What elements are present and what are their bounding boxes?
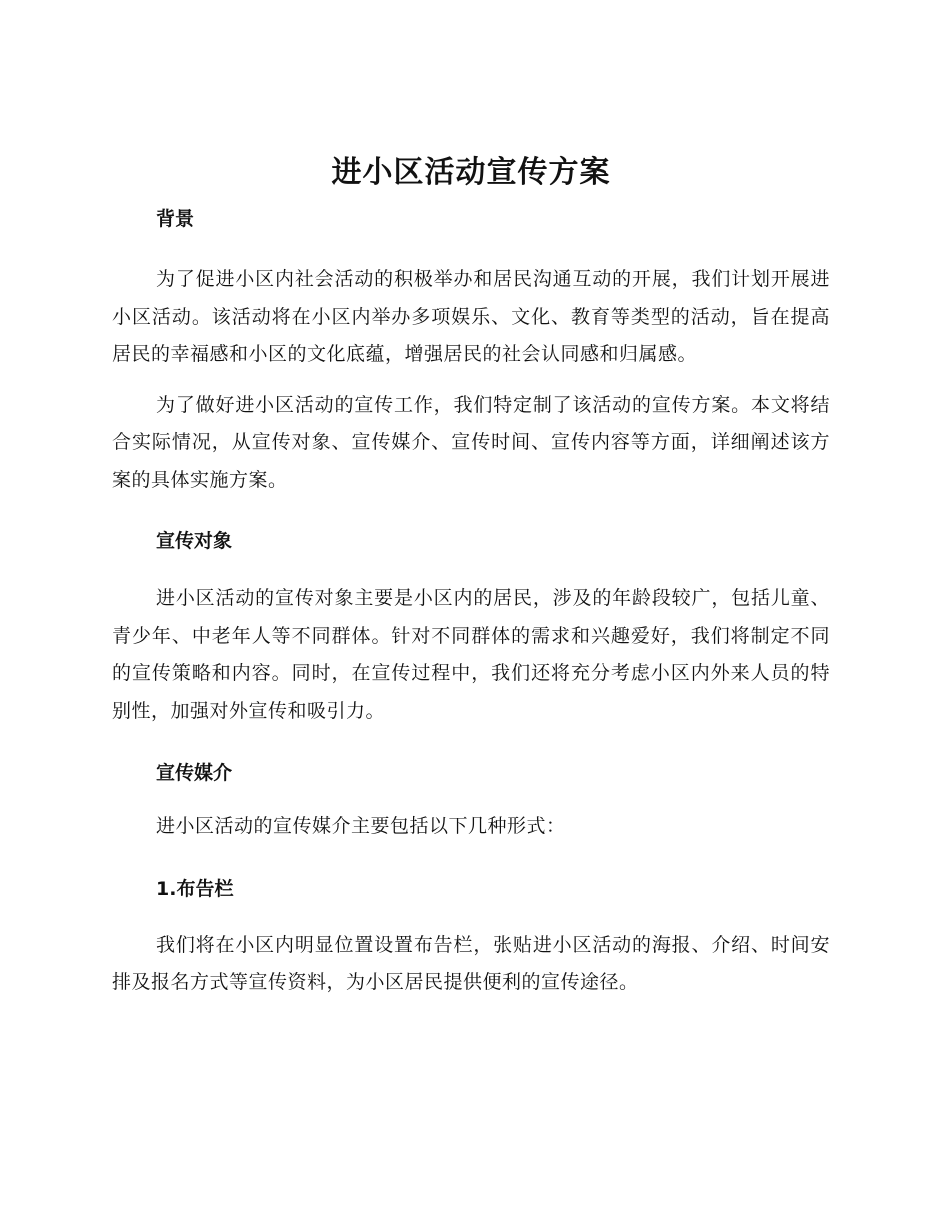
section-heading-media: 宣传媒介	[156, 762, 233, 784]
bulletin-board-paragraph: 我们将在小区内明显位置设置布告栏，张贴进小区活动的海报、介绍、时间安排及报名方式等宣传资料，为小区居民提供便利的宣传途径。	[112, 933, 830, 993]
section-heading-background: 背景	[156, 208, 195, 230]
target-paragraph: 进小区活动的宣传对象主要是小区内的居民，涉及的年龄段较广，包括儿童、青少年、中老年人等不同群体。针对不同群体的需求和兴趣爱好，我们将制定不同的宣传策略和内容。同时，在宣传过程中，我们还将充分考虑小区内外来人员的特别性，加强对外宣传和吸引力。	[112, 587, 830, 722]
section-heading-target: 宣传对象	[156, 530, 233, 552]
document-title: 进小区活动宣传方案	[331, 155, 611, 190]
media-paragraph: 进小区活动的宣传媒介主要包括以下几种形式：	[156, 815, 566, 837]
background-paragraph-2: 为了做好进小区活动的宣传工作，我们特定制了该活动的宣传方案。本文将结合实际情况，从宣传对象、宣传媒介、宣传时间、宣传内容等方面，详细阐述该方案的具体实施方案。	[112, 393, 830, 491]
section-heading-bulletin-board: 1.布告栏	[156, 877, 234, 900]
document-page	[112, 150, 830, 1002]
background-paragraph-1: 为了促进小区内社会活动的积极举办和居民沟通互动的开展，我们计划开展进小区活动。该活动将在小区内举办多项娱乐、文化、教育等类型的活动，旨在提高居民的幸福感和小区的文化底蕴，增强居民的社会认同感和归属感。	[112, 268, 830, 365]
